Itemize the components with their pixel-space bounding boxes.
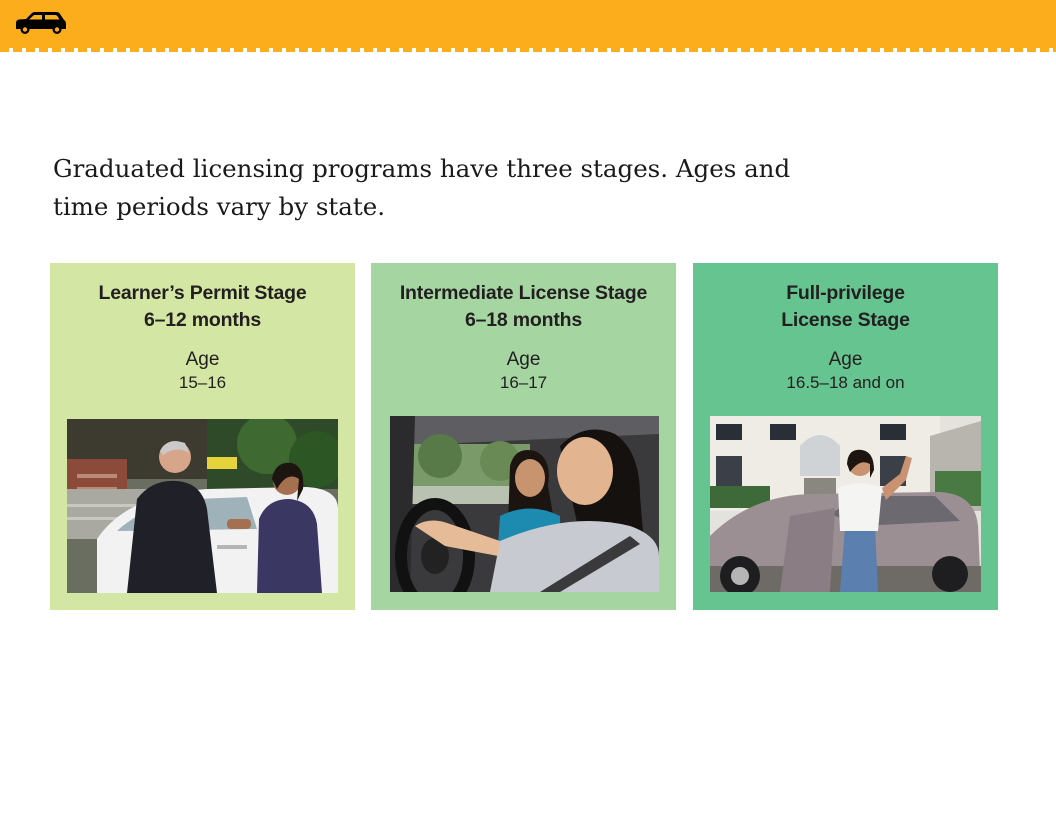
stage-duration: 6–18 months [464, 309, 582, 331]
stage-title [50, 280, 355, 334]
age-value: 15–16 [178, 373, 227, 392]
age-label: Age [828, 349, 863, 370]
intro-paragraph: Graduated licensing programs have three stages. Ages and time periods vary by state. [53, 154, 791, 221]
age-label: Age [506, 349, 541, 370]
stage-photo-teen-driving [390, 416, 659, 592]
stage-panel-learners-permit [50, 263, 355, 610]
stage-title [693, 280, 998, 334]
stage-photo-instructor-handshake [67, 419, 338, 593]
header-bar-dashed-edge [0, 48, 1056, 52]
age-value: 16–17 [499, 373, 548, 392]
car-icon [12, 11, 68, 35]
age-value: 16.5–18 and on [786, 373, 905, 392]
stage-title [371, 280, 676, 334]
stage-duration: 6–12 months [143, 309, 261, 331]
stage-title-line1: Intermediate License Stage [399, 282, 648, 304]
stage-title-line2: License Stage [781, 309, 910, 331]
stage-panel-intermediate-license [371, 263, 676, 610]
stage-title-line1: Full-privilege [786, 282, 905, 304]
age-label: Age [185, 349, 220, 370]
stage-photo-teen-with-keys [710, 416, 981, 592]
stage-panel-full-privilege-license [693, 263, 998, 610]
stage-title-line1: Learner’s Permit Stage [98, 282, 307, 304]
header-bar [0, 0, 1056, 48]
